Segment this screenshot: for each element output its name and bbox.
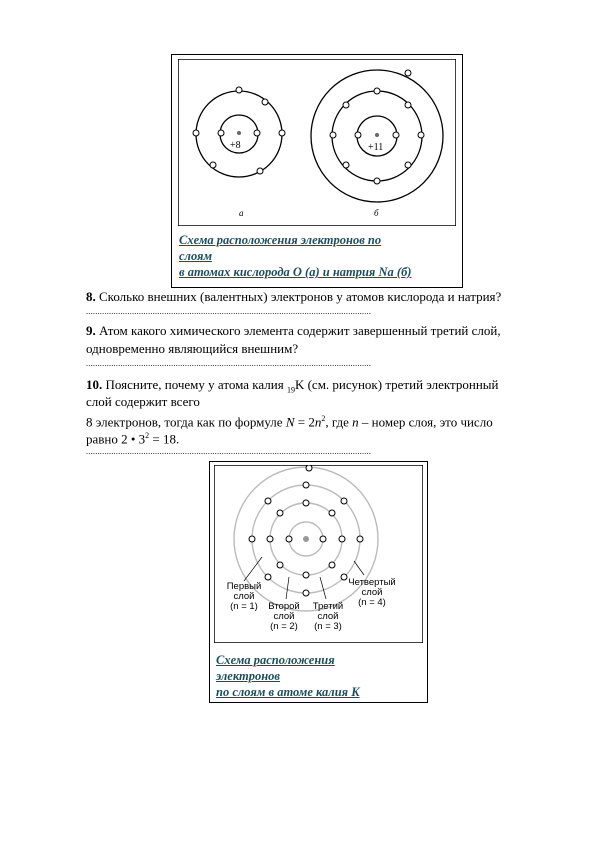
svg-text:(n = 4): (n = 4) [358, 597, 386, 608]
figure-oxygen-sodium [178, 59, 456, 226]
label-a: а [239, 208, 244, 218]
figure2-caption-line: Схема расположения [216, 653, 335, 667]
figure1-caption-line: в атомах кислорода O (а) и натрия Na (б) [179, 265, 412, 279]
question-8 [86, 289, 536, 305]
oxygen-charge: +8 [230, 140, 241, 151]
question-9-line1: 9. Атом какого химического элемента содержит завершенный третий слой, [86, 323, 501, 338]
figure2-caption-line: электронов [216, 669, 281, 683]
figure1-caption-line: Схема расположения электронов по [179, 233, 382, 247]
figure2-caption-line: по слоям в атоме калия K [216, 685, 360, 699]
answer-line-8[interactable]: ............................................................................................................................ [86, 308, 372, 316]
figure-potassium [214, 465, 423, 643]
layer4-label: Четвертый [348, 577, 396, 588]
answer-line-9[interactable]: ............................................................................................................................ [86, 360, 372, 368]
figure1-caption-line: слоям [179, 249, 213, 263]
label-b: б [374, 208, 379, 218]
svg-text:(n = 3): (n = 3) [314, 621, 342, 632]
layer3-label: Третий [312, 601, 344, 612]
question-8-text: Сколько внешних (валентных) электронов у атомов кислорода и натрия? [95, 289, 502, 304]
figure1-caption [175, 230, 460, 280]
svg-text:слой: слой [273, 611, 295, 622]
svg-text:слой: слой [317, 611, 339, 622]
question-10-line1: 10. Поясните, почему у атома калия $_{19}$K (см. рисунок) третий электронный [86, 377, 499, 395]
layer1-label: Первый [226, 581, 262, 592]
question-10-line3: 8 электронов, тогда как по формуле $N = 2n^2$, где n – номер слоя, это число [86, 414, 493, 430]
question-9-number: 9. [86, 323, 96, 338]
question-10-number: 10. [86, 377, 103, 392]
svg-text:(n = 2): (n = 2) [270, 621, 298, 632]
question-10-line4: равно 2 • $3^2 = 18$. [86, 431, 180, 447]
question-9-line2: одновременно являющийся внешним? [86, 341, 299, 356]
svg-text:(n = 1): (n = 1) [230, 601, 258, 612]
svg-text:слой: слой [361, 587, 383, 598]
svg-text:слой: слой [233, 591, 255, 602]
answer-line-10[interactable]: ............................................................................................................................ [86, 448, 372, 456]
question-8-number: 8. [86, 289, 96, 304]
layer2-label: Второй [268, 601, 300, 612]
question-10-line2: слой содержит всего [86, 394, 200, 409]
sodium-charge: +11 [368, 142, 384, 153]
figure2-caption [212, 650, 424, 700]
